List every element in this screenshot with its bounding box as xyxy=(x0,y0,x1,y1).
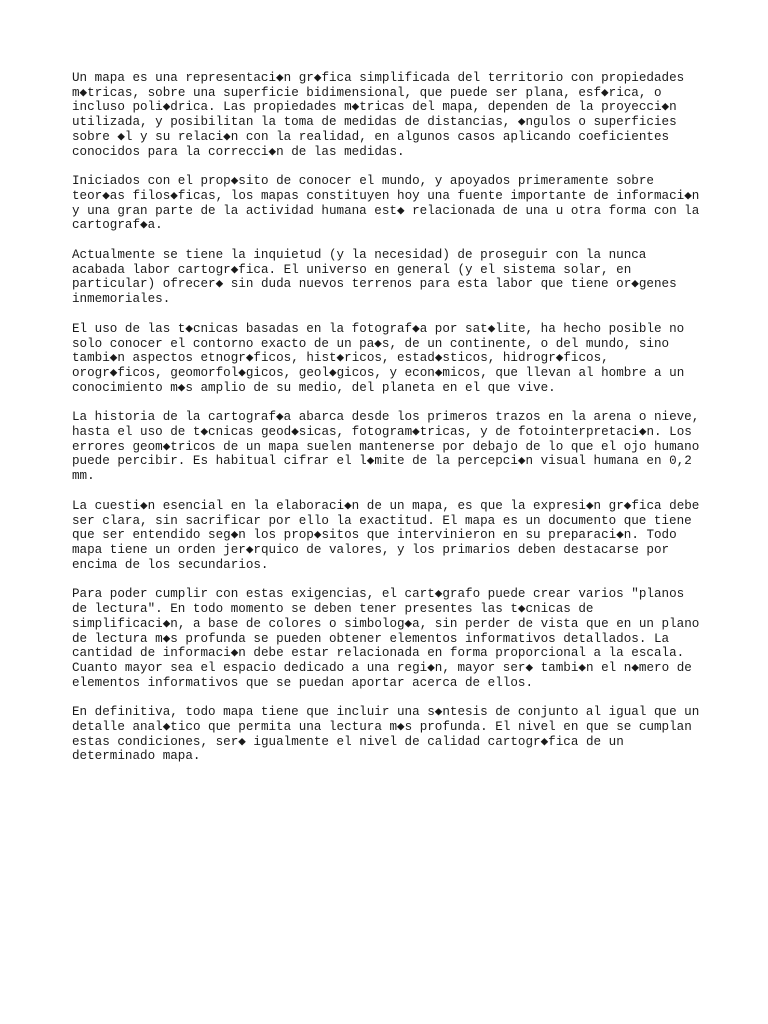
paragraph-2: Iniciados con el prop◆sito de conocer el mundo, y apoyados primeramente sobre teor◆as filos◆ficas, los mapas constituyen hoy una fuente importante de informaci◆n y una gran parte de la actividad humana est◆ relacionada de una u otra forma con la cartograf◆a. xyxy=(72,174,700,233)
paragraph-8: En definitiva, todo mapa tiene que incluir una s◆ntesis de conjunto al igual que un detalle anal◆tico que permita una lectura m◆s profunda. El nivel en que se cumplan estas condiciones, ser◆ igualmente el nivel de calidad cartogr◆fica de un determinado mapa. xyxy=(72,705,700,764)
paragraph-1: Un mapa es una representaci◆n gr◆fica simplificada del territorio con propiedades m◆tricas, sobre una superficie bidimensional, que puede ser plana, esf◆rica, o incluso poli◆drica. Las propiedades m◆tricas del mapa, dependen de la proyecci◆n utilizada, y posibilitan la toma de medidas de distancias, ◆ngulos o superficies sobre ◆l y su relaci◆n con la realidad, en algunos casos aplicando coeficientes conocidos para la correcci◆n de las medidas. xyxy=(72,71,685,159)
document-body xyxy=(72,71,700,779)
paragraph-7: Para poder cumplir con estas exigencias, el cart◆grafo puede crear varios "planos de lectura". En todo momento se deben tener presentes las t◆cnicas de simplificaci◆n, a base de colores o simbolog◆a, sin perder de vista que en un plano de lectura m◆s profunda se pueden obtener elementos informativos detallados. La cantidad de informaci◆n debe estar relacionada en forma proporcional a la escala. Cuanto mayor sea el espacio dedicado a una regi◆n, mayor ser◆ tambi◆n el n◆mero de elementos informativos que se puedan aportar acerca de ellos. xyxy=(72,587,700,690)
paragraph-6: La cuesti◆n esencial en la elaboraci◆n de un mapa, es que la expresi◆n gr◆fica debe ser clara, sin sacrificar por ello la exactitud. El mapa es un documento que tiene que ser entendido seg◆n los prop◆sitos que intervinieron en su preparaci◆n. Todo mapa tiene un orden jer◆rquico de valores, y los primarios deben destacarse por encima de los secundarios. xyxy=(72,498,700,572)
paragraph-3: Actualmente se tiene la inquietud (y la necesidad) de proseguir con la nunca acabada labor cartogr◆fica. El universo en general (y el sistema solar, en particular) ofrecer◆ sin duda nuevos terrenos para esta labor que tiene or◆genes inmemoriales. xyxy=(72,248,677,307)
paragraph-4: El uso de las t◆cnicas basadas en la fotograf◆a por sat◆lite, ha hecho posible no solo conocer el contorno exacto de un pa◆s, de un continente, o del mundo, sino tambi◆n aspectos etnogr◆ficos, hist◆ricos, estad◆sticos, hidrogr◆ficos, orogr◆ficos, geomorfol◆gicos, geol◆gicos, y econ◆micos, que llevan al hombre a un conocimiento m◆s amplio de su medio, del planeta en el que vive. xyxy=(72,321,685,395)
paragraph-5: La historia de la cartograf◆a abarca desde los primeros trazos en la arena o nieve, hasta el uso de t◆cnicas geod◆sicas, fotogram◆tricas, y de fotointerpretaci◆n. Los errores geom◆tricos de un mapa suelen mantenerse por debajo de lo que el ojo humano puede percibir. Es habitual cifrar el l◆mite de la percepci◆n visual humana en 0,2 mm. xyxy=(72,410,700,484)
